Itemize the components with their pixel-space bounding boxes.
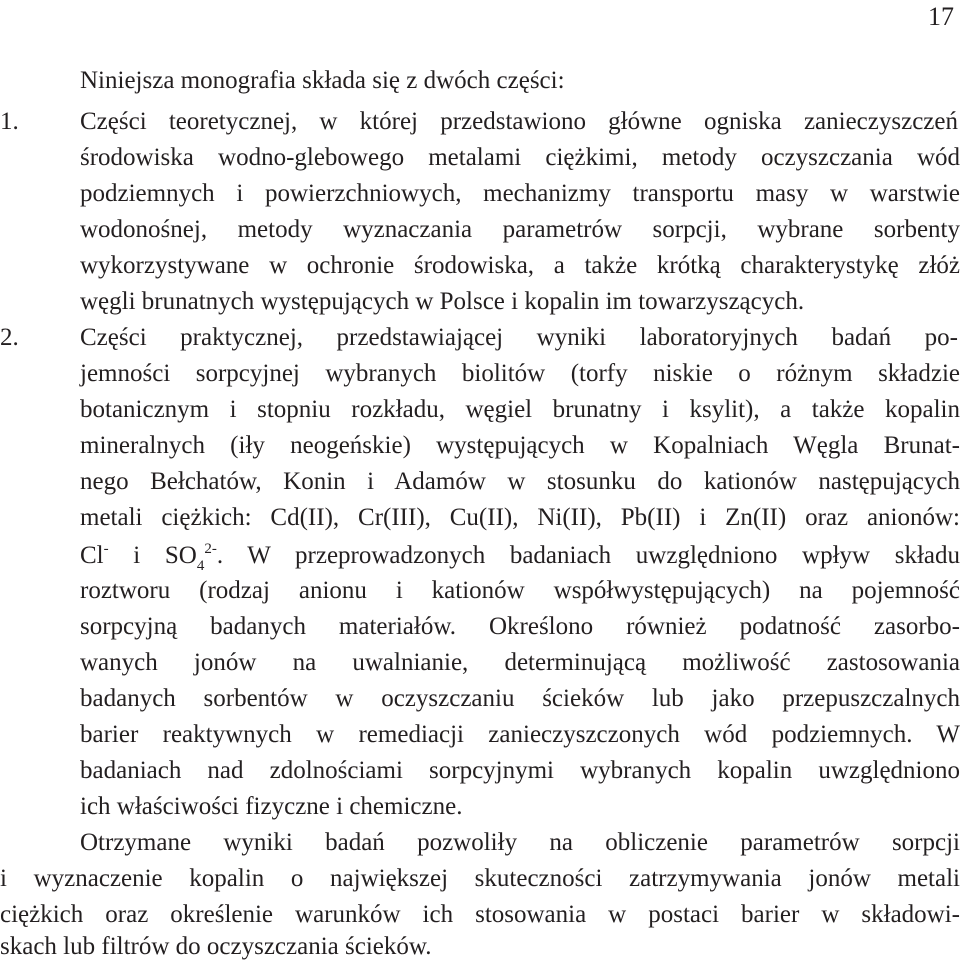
conclusion-line: skach lub filtrów do oczyszczania ścieków.	[0, 933, 432, 960]
list-item-2-line: ich właściwości fizyczne i chemiczne.	[80, 793, 463, 820]
list-number-1: 1.	[0, 108, 19, 135]
list-item-2-text: Części praktycznej, przedstawiającej wyniki laboratoryjnych badań po-	[80, 324, 958, 351]
list-item-2-line: sorpcyjną badanych materiałów. Określono również podatność zasorbo-	[80, 613, 960, 640]
conclusion-line: ciężkich oraz określenie warunków ich stosowania w postaci barier w składowi-	[0, 901, 960, 928]
list-item-2-line: metali ciężkich: Cd(II), Cr(III), Cu(II), Ni(II), Pb(II) i Zn(II) oraz anionów:	[80, 504, 960, 531]
sulfate-subscript: 4	[196, 558, 205, 574]
list-item-2-line: wanych jonów na uwalnianie, determinującą możliwość zastosowania	[80, 649, 960, 676]
chloride-charge: -	[103, 541, 109, 557]
list-item-1-line: wykorzystywane w ochronie środowiska, a także krótką charakterystykę złóż	[80, 252, 960, 279]
list-item-1-line: wodonośnej, metody wyznaczania parametrów sorpcji, wybrane sorbenty	[80, 216, 960, 243]
list-item-2-line: jemności sorpcyjnej wybranych biolitów (torfy niskie o różnym składzie	[80, 360, 960, 387]
list-item-2-line: mineralnych (iły neogeńskie) występujących w Kopalniach Węgla Brunat-	[80, 432, 960, 459]
intro-line: Niniejsza monografia składa się z dwóch części:	[80, 67, 565, 94]
formula-line: Cl- i $SO_4^{2-}$. W przeprowadzonych badaniach uwzględniono wpływ składu	[80, 541, 960, 574]
list-item-2-line: nego Bełchatów, Konin i Adamów w stosunku do kationów następujących	[80, 468, 960, 495]
sulfate-formula: $SO_4^{2-}$	[164, 541, 217, 574]
list-item-2-line: badanych sorbentów w oczyszczaniu ścieków lub jako przepuszczalnych	[80, 685, 960, 712]
list-number-2: 2.	[0, 324, 19, 351]
sulfate-charge: 2-	[204, 541, 217, 557]
conclusion-line: Otrzymane wyniki badań pozwoliły na obliczenie parametrów sorpcji	[80, 829, 960, 856]
list-item-1-line: podziemnych i powierzchniowych, mechanizmy transportu masy w warstwie	[80, 180, 960, 207]
list-item-1-line: środowiska wodno-glebowego metalami ciężkimi, metody oczyszczania wód	[80, 144, 960, 171]
list-item-2-line: badaniach nad zdolnościami sorpcyjnymi wybranych kopalin uwzględniono	[80, 757, 960, 784]
list-item-2-line: barier reaktywnych w remediacji zanieczyszczonych wód podziemnych. W	[80, 721, 960, 748]
list-item-1-first-line	[0, 104, 960, 140]
list-item-2-first-line	[0, 320, 960, 356]
chloride-formula: Cl-	[80, 541, 109, 569]
list-item-2-line: roztworu (rodzaj anionu i kationów współwystępujących) na pojemność	[80, 577, 960, 604]
page-number: 17	[928, 2, 954, 31]
list-item-1-line: węgli brunatnych występujących w Polsce i kopalin im towarzyszących.	[80, 288, 805, 315]
conclusion-line: i wyznaczenie kopalin o największej skuteczności zatrzymywania jonów metali	[0, 865, 960, 892]
list-item-2-line: botanicznym i stopniu rozkładu, węgiel brunatny i ksylit), a także kopalin	[80, 396, 960, 423]
list-item-1-text: Części teoretycznej, w której przedstawiono główne ogniska zanieczyszczeń	[80, 108, 958, 135]
